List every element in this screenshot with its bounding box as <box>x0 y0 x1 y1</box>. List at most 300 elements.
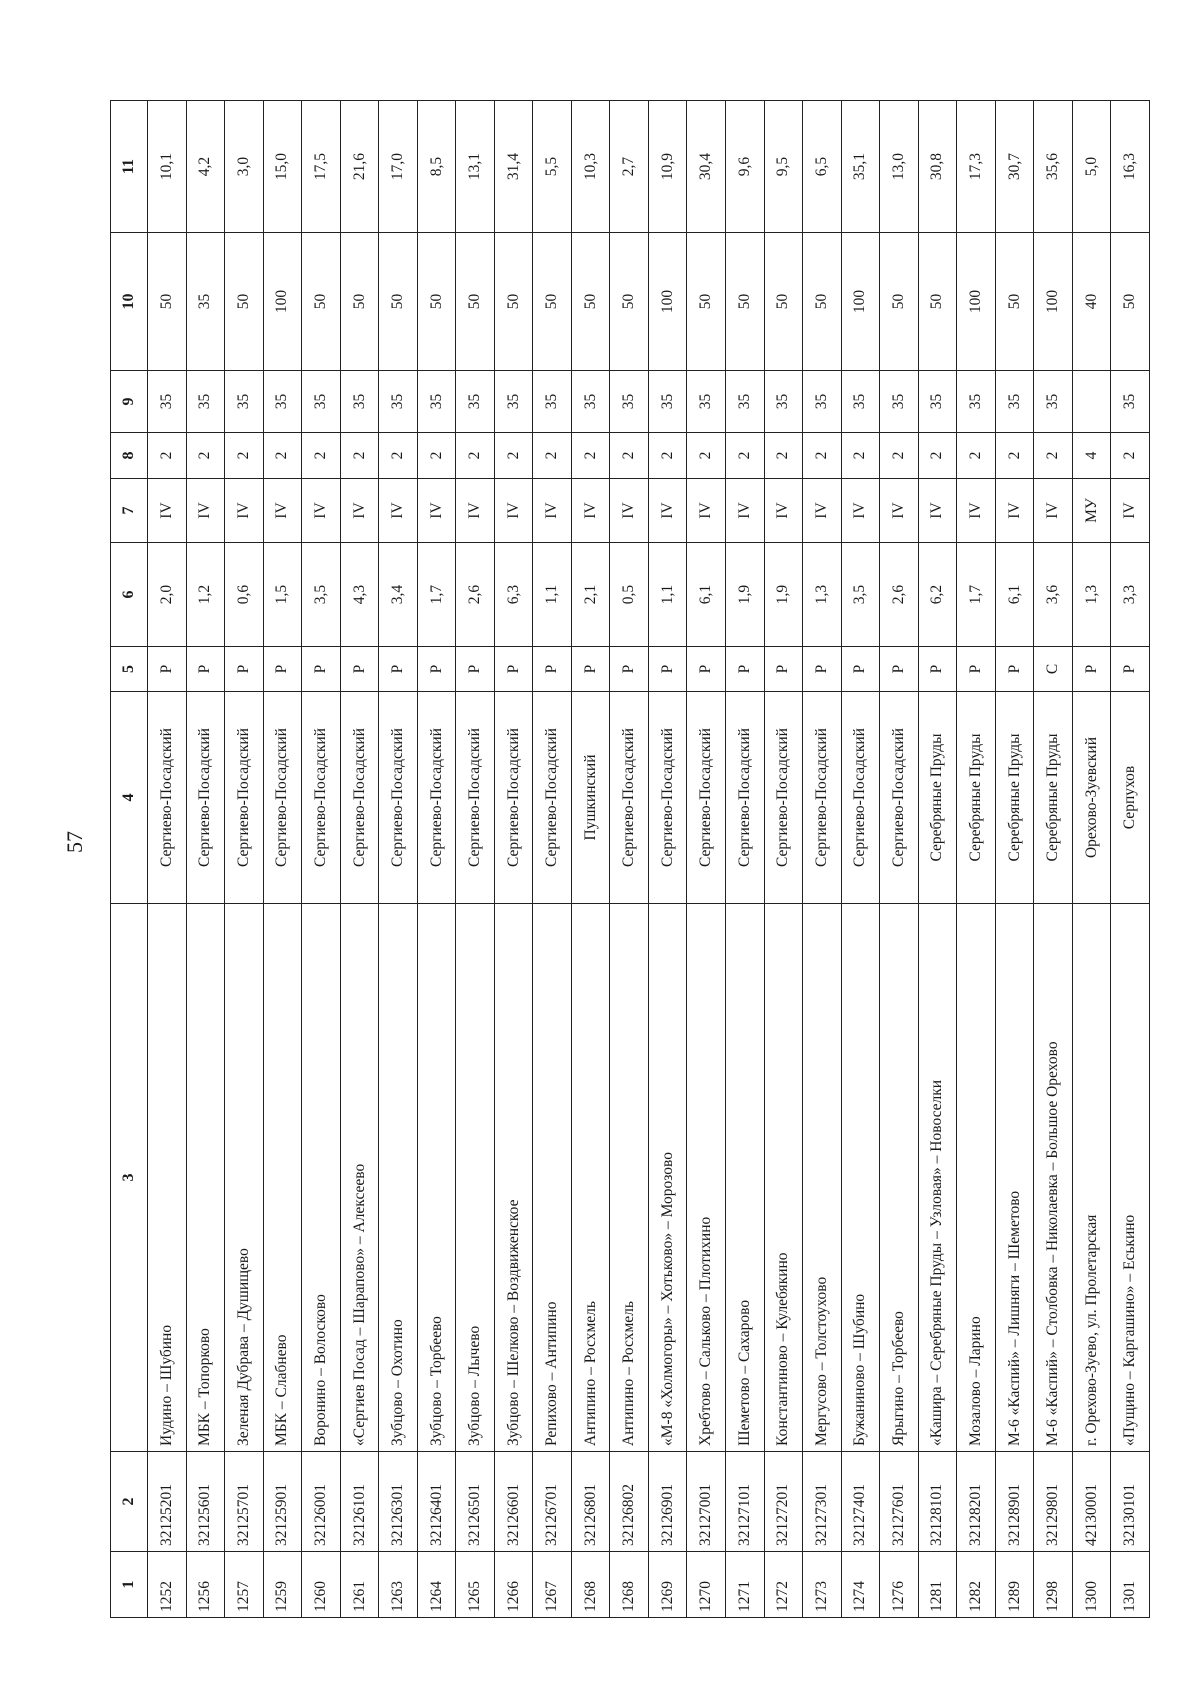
cell-col-10: 50 <box>302 233 341 371</box>
cell-col-1: 1289 <box>995 1552 1034 1618</box>
cell-col-6: 1,3 <box>803 543 842 647</box>
cell-col-7: IV <box>841 479 880 543</box>
cell-col-4: Сергиево-Посадский <box>186 692 225 904</box>
table-row <box>764 101 803 1618</box>
cell-col-5: Р <box>764 647 803 692</box>
cell-col-9: 35 <box>803 371 842 433</box>
cell-col-9: 35 <box>494 371 533 433</box>
cell-col-2: 32126101 <box>340 1452 379 1552</box>
cell-col-8: 2 <box>263 433 302 479</box>
table-header <box>111 101 148 1618</box>
cell-col-11: 30,8 <box>918 101 957 233</box>
table-row <box>456 101 495 1618</box>
table-row <box>379 101 418 1618</box>
cell-col-1: 1274 <box>841 1552 880 1618</box>
cell-col-2: 32127301 <box>803 1452 842 1552</box>
table-row <box>610 101 649 1618</box>
cell-col-2: 32126701 <box>533 1452 572 1552</box>
cell-col-6: 1,7 <box>417 543 456 647</box>
cell-col-6: 1,1 <box>648 543 687 647</box>
cell-col-7: IV <box>648 479 687 543</box>
cell-col-9: 35 <box>417 371 456 433</box>
cell-col-6: 1,5 <box>263 543 302 647</box>
cell-col-4: Сергиево-Посадский <box>379 692 418 904</box>
cell-col-9: 35 <box>186 371 225 433</box>
cell-col-11: 9,5 <box>764 101 803 233</box>
cell-col-2: 32126001 <box>302 1452 341 1552</box>
cell-col-3: Антипино – Росхмель <box>610 904 649 1452</box>
cell-col-11: 21,6 <box>340 101 379 233</box>
cell-col-9: 35 <box>687 371 726 433</box>
cell-col-3: Зубцово – Торбеево <box>417 904 456 1452</box>
cell-col-7: IV <box>687 479 726 543</box>
cell-col-7: IV <box>803 479 842 543</box>
roads-table <box>110 100 1150 1618</box>
cell-col-10: 50 <box>225 233 264 371</box>
header-col-4: 4 <box>111 692 148 904</box>
cell-col-1: 1273 <box>803 1552 842 1618</box>
cell-col-2: 42130001 <box>1072 1452 1111 1552</box>
table-row <box>841 101 880 1618</box>
cell-col-3: Иудино – Шубино <box>148 904 187 1452</box>
cell-col-3: «Пущино – Каргашино» – Еськино <box>1111 904 1150 1452</box>
cell-col-10: 40 <box>1072 233 1111 371</box>
cell-col-1: 1265 <box>456 1552 495 1618</box>
rotated-table-container <box>110 101 1150 1618</box>
cell-col-1: 1301 <box>1111 1552 1150 1618</box>
table-row <box>302 101 341 1618</box>
cell-col-9: 35 <box>880 371 919 433</box>
cell-col-2: 32125601 <box>186 1452 225 1552</box>
cell-col-5: Р <box>687 647 726 692</box>
cell-col-3: «М-8 «Холмогоры» – Хотьково» – Морозово <box>648 904 687 1452</box>
cell-col-6: 3,4 <box>379 543 418 647</box>
cell-col-9: 35 <box>841 371 880 433</box>
cell-col-10: 50 <box>456 233 495 371</box>
cell-col-8: 2 <box>880 433 919 479</box>
cell-col-2: 32126901 <box>648 1452 687 1552</box>
cell-col-9: 35 <box>725 371 764 433</box>
page-number: 57 <box>62 831 87 853</box>
cell-col-10: 50 <box>148 233 187 371</box>
cell-col-1: 1252 <box>148 1552 187 1618</box>
cell-col-11: 6,5 <box>803 101 842 233</box>
table-row <box>533 101 572 1618</box>
cell-col-2: 32128901 <box>995 1452 1034 1552</box>
cell-col-7: IV <box>957 479 996 543</box>
cell-col-3: г. Орехово-Зуево, ул. Пролетарская <box>1072 904 1111 1452</box>
cell-col-11: 35,1 <box>841 101 880 233</box>
cell-col-11: 10,1 <box>148 101 187 233</box>
table-row <box>225 101 264 1618</box>
cell-col-2: 32127401 <box>841 1452 880 1552</box>
table-row <box>494 101 533 1618</box>
cell-col-8: 2 <box>918 433 957 479</box>
cell-col-2: 32127601 <box>880 1452 919 1552</box>
cell-col-5: Р <box>263 647 302 692</box>
table-row <box>1072 101 1111 1618</box>
cell-col-5: С <box>1034 647 1073 692</box>
cell-col-1: 1268 <box>571 1552 610 1618</box>
cell-col-3: М-6 «Каспий» – Лишняги – Шеметово <box>995 904 1034 1452</box>
cell-col-2: 32125201 <box>148 1452 187 1552</box>
cell-col-10: 50 <box>918 233 957 371</box>
header-col-9: 9 <box>111 371 148 433</box>
cell-col-3: Хребтово – Сальково – Плотихино <box>687 904 726 1452</box>
cell-col-6: 1,9 <box>725 543 764 647</box>
cell-col-1: 1270 <box>687 1552 726 1618</box>
cell-col-11: 15,0 <box>263 101 302 233</box>
cell-col-1: 1260 <box>302 1552 341 1618</box>
cell-col-3: МБК – Слабнево <box>263 904 302 1452</box>
cell-col-3: Мергусово – Толстоухово <box>803 904 842 1452</box>
cell-col-7: МУ <box>1072 479 1111 543</box>
cell-col-6: 0,5 <box>610 543 649 647</box>
cell-col-3: «Сергиев Посад – Шарапово» – Алексеево <box>340 904 379 1452</box>
cell-col-8: 2 <box>957 433 996 479</box>
cell-col-8: 2 <box>610 433 649 479</box>
cell-col-6: 0,6 <box>225 543 264 647</box>
cell-col-4: Сергиево-Посадский <box>803 692 842 904</box>
cell-col-6: 2,6 <box>456 543 495 647</box>
cell-col-9: 35 <box>379 371 418 433</box>
cell-col-1: 1272 <box>764 1552 803 1618</box>
table-row <box>186 101 225 1618</box>
cell-col-5: Р <box>494 647 533 692</box>
cell-col-4: Сергиево-Посадский <box>417 692 456 904</box>
cell-col-10: 50 <box>379 233 418 371</box>
cell-col-10: 100 <box>841 233 880 371</box>
cell-col-4: Серебряные Пруды <box>918 692 957 904</box>
cell-col-5: Р <box>648 647 687 692</box>
cell-col-11: 13,1 <box>456 101 495 233</box>
cell-col-5: Р <box>1072 647 1111 692</box>
cell-col-1: 1266 <box>494 1552 533 1618</box>
cell-col-5: Р <box>995 647 1034 692</box>
cell-col-1: 1256 <box>186 1552 225 1618</box>
cell-col-4: Пушкинский <box>571 692 610 904</box>
cell-col-5: Р <box>957 647 996 692</box>
cell-col-2: 32126501 <box>456 1452 495 1552</box>
cell-col-9 <box>1072 371 1111 433</box>
cell-col-2: 32130101 <box>1111 1452 1150 1552</box>
cell-col-5: Р <box>225 647 264 692</box>
cell-col-3: Антипино – Росхмель <box>571 904 610 1452</box>
cell-col-9: 35 <box>918 371 957 433</box>
cell-col-4: Серпухов <box>1111 692 1150 904</box>
cell-col-5: Р <box>880 647 919 692</box>
cell-col-5: Р <box>841 647 880 692</box>
cell-col-5: Р <box>302 647 341 692</box>
cell-col-5: Р <box>148 647 187 692</box>
cell-col-4: Сергиево-Посадский <box>725 692 764 904</box>
cell-col-8: 2 <box>1111 433 1150 479</box>
cell-col-7: IV <box>186 479 225 543</box>
cell-col-6: 6,1 <box>995 543 1034 647</box>
cell-col-5: Р <box>610 647 649 692</box>
cell-col-1: 1276 <box>880 1552 919 1618</box>
cell-col-2: 32126401 <box>417 1452 456 1552</box>
cell-col-11: 16,3 <box>1111 101 1150 233</box>
table-row <box>995 101 1034 1618</box>
header-col-11: 11 <box>111 101 148 233</box>
cell-col-5: Р <box>186 647 225 692</box>
cell-col-5: Р <box>533 647 572 692</box>
cell-col-2: 32126802 <box>610 1452 649 1552</box>
cell-col-11: 5,5 <box>533 101 572 233</box>
cell-col-8: 2 <box>379 433 418 479</box>
cell-col-9: 35 <box>148 371 187 433</box>
cell-col-8: 2 <box>764 433 803 479</box>
cell-col-7: IV <box>1034 479 1073 543</box>
table-row <box>571 101 610 1618</box>
cell-col-1: 1261 <box>340 1552 379 1618</box>
cell-col-10: 50 <box>417 233 456 371</box>
cell-col-5: Р <box>456 647 495 692</box>
table-row <box>263 101 302 1618</box>
cell-col-4: Сергиево-Посадский <box>533 692 572 904</box>
cell-col-9: 35 <box>340 371 379 433</box>
cell-col-8: 2 <box>1034 433 1073 479</box>
cell-col-4: Сергиево-Посадский <box>456 692 495 904</box>
cell-col-3: Шеметово – Сахарово <box>725 904 764 1452</box>
cell-col-4: Сергиево-Посадский <box>764 692 803 904</box>
header-col-5: 5 <box>111 647 148 692</box>
cell-col-7: IV <box>610 479 649 543</box>
cell-col-11: 35,6 <box>1034 101 1073 233</box>
cell-col-4: Сергиево-Посадский <box>340 692 379 904</box>
cell-col-8: 2 <box>225 433 264 479</box>
cell-col-7: IV <box>494 479 533 543</box>
cell-col-1: 1263 <box>379 1552 418 1618</box>
cell-col-2: 32127001 <box>687 1452 726 1552</box>
cell-col-11: 5,0 <box>1072 101 1111 233</box>
cell-col-5: Р <box>918 647 957 692</box>
header-col-6: 6 <box>111 543 148 647</box>
cell-col-8: 2 <box>417 433 456 479</box>
cell-col-7: IV <box>1111 479 1150 543</box>
cell-col-1: 1264 <box>417 1552 456 1618</box>
cell-col-4: Сергиево-Посадский <box>302 692 341 904</box>
cell-col-2: 32126301 <box>379 1452 418 1552</box>
table-body <box>148 101 1150 1618</box>
cell-col-2: 32129801 <box>1034 1452 1073 1552</box>
cell-col-9: 35 <box>1111 371 1150 433</box>
cell-col-1: 1268 <box>610 1552 649 1618</box>
table-row <box>957 101 996 1618</box>
cell-col-1: 1257 <box>225 1552 264 1618</box>
cell-col-7: IV <box>918 479 957 543</box>
cell-col-9: 35 <box>648 371 687 433</box>
cell-col-11: 30,4 <box>687 101 726 233</box>
cell-col-4: Сергиево-Посадский <box>610 692 649 904</box>
cell-col-10: 50 <box>995 233 1034 371</box>
cell-col-10: 50 <box>340 233 379 371</box>
cell-col-4: Сергиево-Посадский <box>263 692 302 904</box>
cell-col-3: Бужаниново – Шубино <box>841 904 880 1452</box>
cell-col-2: 32128201 <box>957 1452 996 1552</box>
cell-col-10: 50 <box>533 233 572 371</box>
cell-col-6: 6,2 <box>918 543 957 647</box>
cell-col-10: 35 <box>186 233 225 371</box>
cell-col-10: 50 <box>725 233 764 371</box>
cell-col-4: Сергиево-Посадский <box>687 692 726 904</box>
cell-col-7: IV <box>764 479 803 543</box>
cell-col-7: IV <box>417 479 456 543</box>
cell-col-1: 1259 <box>263 1552 302 1618</box>
cell-col-6: 6,3 <box>494 543 533 647</box>
cell-col-7: IV <box>263 479 302 543</box>
cell-col-8: 2 <box>494 433 533 479</box>
cell-col-4: Сергиево-Посадский <box>841 692 880 904</box>
cell-col-9: 35 <box>610 371 649 433</box>
header-col-8: 8 <box>111 433 148 479</box>
cell-col-6: 3,6 <box>1034 543 1073 647</box>
table-row <box>1034 101 1073 1618</box>
cell-col-9: 35 <box>764 371 803 433</box>
cell-col-3: Константиново – Кулебякино <box>764 904 803 1452</box>
table-row <box>918 101 957 1618</box>
table-row <box>880 101 919 1618</box>
cell-col-9: 35 <box>533 371 572 433</box>
cell-col-10: 100 <box>1034 233 1073 371</box>
cell-col-1: 1298 <box>1034 1552 1073 1618</box>
cell-col-6: 6,1 <box>687 543 726 647</box>
cell-col-7: IV <box>225 479 264 543</box>
cell-col-4: Сергиево-Посадский <box>148 692 187 904</box>
cell-col-11: 30,7 <box>995 101 1034 233</box>
cell-col-11: 2,7 <box>610 101 649 233</box>
header-col-7: 7 <box>111 479 148 543</box>
cell-col-10: 100 <box>648 233 687 371</box>
cell-col-1: 1282 <box>957 1552 996 1618</box>
cell-col-4: Серебряные Пруды <box>995 692 1034 904</box>
cell-col-1: 1269 <box>648 1552 687 1618</box>
header-col-10: 10 <box>111 233 148 371</box>
cell-col-8: 4 <box>1072 433 1111 479</box>
cell-col-8: 2 <box>148 433 187 479</box>
cell-col-9: 35 <box>456 371 495 433</box>
cell-col-2: 32127201 <box>764 1452 803 1552</box>
cell-col-3: Воронино – Волосково <box>302 904 341 1452</box>
cell-col-9: 35 <box>263 371 302 433</box>
cell-col-10: 50 <box>880 233 919 371</box>
table-row <box>725 101 764 1618</box>
cell-col-3: «Кашира – Серебряные Пруды – Узловая» – Новоселки <box>918 904 957 1452</box>
cell-col-10: 50 <box>1111 233 1150 371</box>
cell-col-4: Сергиево-Посадский <box>225 692 264 904</box>
table-row <box>1111 101 1150 1618</box>
cell-col-10: 50 <box>803 233 842 371</box>
cell-col-3: Ярыгино – Торбеево <box>880 904 919 1452</box>
cell-col-5: Р <box>340 647 379 692</box>
cell-col-1: 1300 <box>1072 1552 1111 1618</box>
cell-col-11: 31,4 <box>494 101 533 233</box>
header-col-1: 1 <box>111 1552 148 1618</box>
cell-col-6: 2,1 <box>571 543 610 647</box>
cell-col-8: 2 <box>648 433 687 479</box>
cell-col-10: 100 <box>263 233 302 371</box>
cell-col-3: М-6 «Каспий» – Столбовка – Николаевка – Большое Орехово <box>1034 904 1073 1452</box>
cell-col-11: 17,5 <box>302 101 341 233</box>
cell-col-6: 1,1 <box>533 543 572 647</box>
cell-col-8: 2 <box>533 433 572 479</box>
cell-col-9: 35 <box>571 371 610 433</box>
cell-col-7: IV <box>302 479 341 543</box>
cell-col-10: 50 <box>764 233 803 371</box>
cell-col-2: 32128101 <box>918 1452 957 1552</box>
table-row <box>148 101 187 1618</box>
cell-col-9: 35 <box>957 371 996 433</box>
cell-col-5: Р <box>379 647 418 692</box>
cell-col-6: 1,2 <box>186 543 225 647</box>
cell-col-3: Мозалово – Ларино <box>957 904 996 1452</box>
cell-col-8: 2 <box>687 433 726 479</box>
cell-col-1: 1271 <box>725 1552 764 1618</box>
cell-col-8: 2 <box>803 433 842 479</box>
cell-col-7: IV <box>880 479 919 543</box>
cell-col-7: IV <box>725 479 764 543</box>
cell-col-7: IV <box>571 479 610 543</box>
cell-col-8: 2 <box>841 433 880 479</box>
cell-col-6: 4,3 <box>340 543 379 647</box>
cell-col-5: Р <box>571 647 610 692</box>
cell-col-3: Зубцово – Шелково – Воздвиженское <box>494 904 533 1452</box>
cell-col-4: Серебряные Пруды <box>957 692 996 904</box>
header-row <box>111 101 148 1618</box>
cell-col-6: 3,5 <box>841 543 880 647</box>
cell-col-4: Сергиево-Посадский <box>494 692 533 904</box>
header-col-3: 3 <box>111 904 148 1452</box>
cell-col-6: 3,3 <box>1111 543 1150 647</box>
cell-col-3: МБК – Топорково <box>186 904 225 1452</box>
cell-col-5: Р <box>417 647 456 692</box>
cell-col-4: Серебряные Пруды <box>1034 692 1073 904</box>
table-row <box>687 101 726 1618</box>
cell-col-3: Зеленая Дубрава – Душищево <box>225 904 264 1452</box>
cell-col-5: Р <box>725 647 764 692</box>
cell-col-6: 1,9 <box>764 543 803 647</box>
cell-col-1: 1267 <box>533 1552 572 1618</box>
cell-col-2: 32126601 <box>494 1452 533 1552</box>
cell-col-7: IV <box>340 479 379 543</box>
cell-col-8: 2 <box>340 433 379 479</box>
cell-col-10: 50 <box>571 233 610 371</box>
cell-col-11: 10,9 <box>648 101 687 233</box>
table-row <box>648 101 687 1618</box>
cell-col-10: 50 <box>687 233 726 371</box>
cell-col-8: 2 <box>186 433 225 479</box>
cell-col-11: 3,0 <box>225 101 264 233</box>
cell-col-6: 2,6 <box>880 543 919 647</box>
cell-col-8: 2 <box>456 433 495 479</box>
cell-col-11: 8,5 <box>417 101 456 233</box>
cell-col-4: Сергиево-Посадский <box>880 692 919 904</box>
cell-col-11: 17,3 <box>957 101 996 233</box>
cell-col-9: 35 <box>995 371 1034 433</box>
cell-col-2: 32125901 <box>263 1452 302 1552</box>
cell-col-9: 35 <box>1034 371 1073 433</box>
table-row <box>803 101 842 1618</box>
cell-col-4: Орехово-Зуевский <box>1072 692 1111 904</box>
cell-col-8: 2 <box>571 433 610 479</box>
cell-col-7: IV <box>995 479 1034 543</box>
cell-col-1: 1281 <box>918 1552 957 1618</box>
cell-col-11: 9,6 <box>725 101 764 233</box>
cell-col-9: 35 <box>302 371 341 433</box>
cell-col-2: 32125701 <box>225 1452 264 1552</box>
cell-col-6: 3,5 <box>302 543 341 647</box>
